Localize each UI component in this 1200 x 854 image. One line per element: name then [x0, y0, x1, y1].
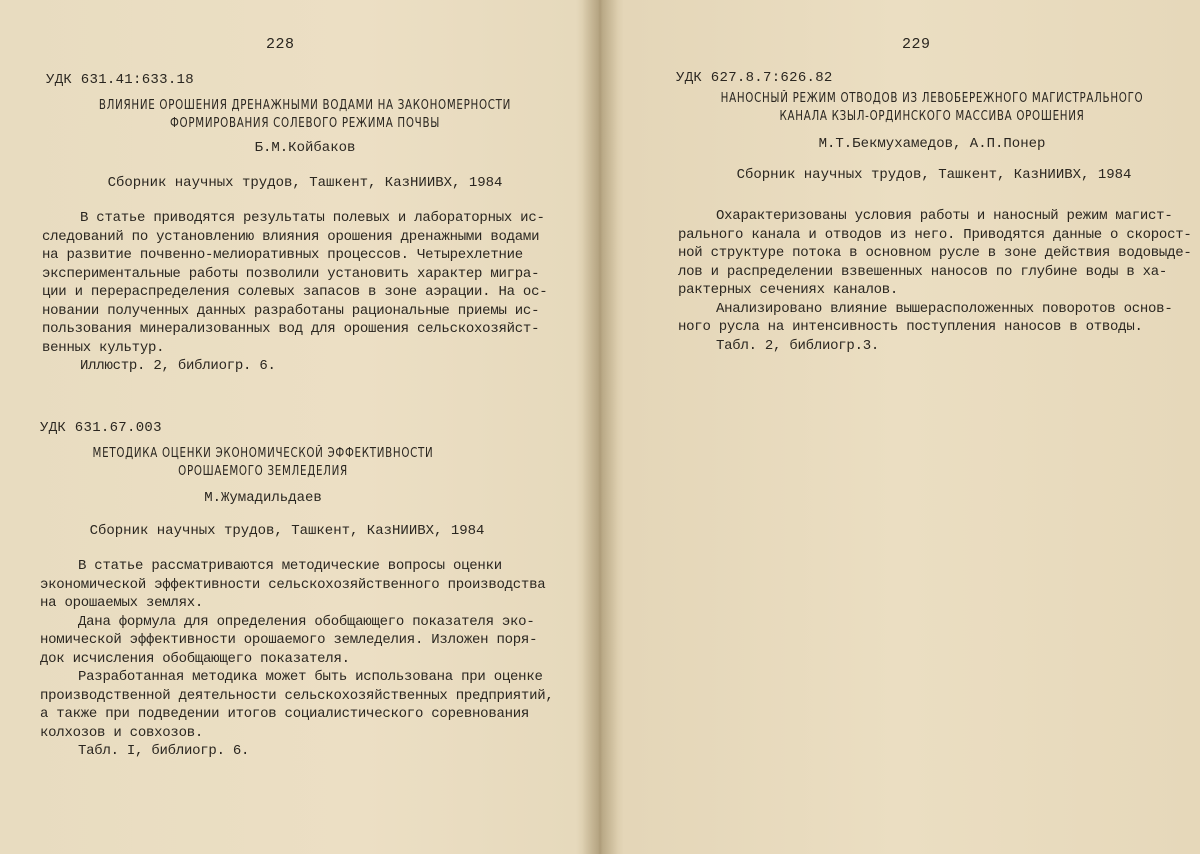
article-title	[696, 90, 1168, 126]
title-line: ВЛИЯНИЕ ОРОШЕНИЯ ДРЕНАЖНЫМИ ВОДАМИ НА ЗАКОНОМЕРНОСТИ	[98, 98, 512, 113]
abstract-line: а также при подведении итогов социалистического соревнования	[40, 706, 530, 722]
abstract-line: колхозов и совхозов.	[40, 724, 204, 741]
abstract-line: лов и распределении взвешенных наносов по глубине воды в ха-	[678, 263, 1168, 280]
title-line: ОРОШАЕМОГО ЗЕМЛЕДЕЛИЯ	[178, 464, 348, 479]
title-line: ФОРМИРОВАНИЯ СОЛЕВОГО РЕЖИМА ПОЧВЫ	[169, 116, 440, 131]
abstract-line: док исчисления обобщающего показателя.	[40, 650, 350, 667]
udc-code: УДК 631.67.003	[40, 420, 162, 436]
title-line: НАНОСНЫЙ РЕЖИМ ОТВОДОВ ИЗ ЛЕВОБЕРЕЖНОГО МАГИСТРАЛЬНОГО	[720, 91, 1144, 106]
abstract-line: следований по установлению влияния орошения дренажными водами	[42, 228, 540, 245]
title-line: МЕТОДИКА ОЦЕНКИ ЭКОНОМИЧЕСКОЙ ЭФФЕКТИВНОСТИ	[92, 446, 434, 461]
article-abstract	[678, 207, 1192, 355]
abstract-line: ного русла на интенсивность поступления наносов в отводы.	[678, 319, 1143, 335]
abstract-line: новании полученных данных разработаны рациональные приемы ис-	[42, 302, 540, 319]
abstract-line: Иллюстр. 2, библиогр. 6.	[80, 358, 276, 374]
page-number: 228	[266, 36, 295, 53]
abstract-line: Табл. I, библиогр. 6.	[78, 743, 250, 759]
article-abstract	[42, 209, 547, 376]
abstract-line: рального канала и отводов из него. Приводятся данные о скорост-	[678, 226, 1192, 243]
abstract-line: Табл. 2, библиогр.3.	[716, 337, 880, 354]
abstract-line: В статье рассматриваются методические вопросы оценки	[78, 558, 502, 574]
article-author: М.Жумадильдаев	[204, 490, 322, 506]
abstract-line: рактерных сечениях каналов.	[678, 282, 899, 298]
right-page	[604, 0, 1200, 854]
abstract-line: ной структуре потока в основном русле в зоне действия водовыде-	[678, 245, 1192, 261]
abstract-line: венных культур.	[42, 339, 165, 356]
abstract-line: ции и перераспределения солевых запасов в зоне аэрации. На ос-	[42, 284, 548, 300]
abstract-line: Дана формула для определения обобщающего показателя эко-	[78, 613, 535, 630]
page-number: 229	[902, 36, 931, 53]
abstract-line: пользования минерализованных вод для орошения сельскохозяйст-	[42, 321, 540, 337]
abstract-line: номической эффективности орошаемого земледелия. Изложен поря-	[40, 632, 538, 648]
article-author: Б.М.Койбаков	[254, 140, 356, 156]
abstract-line: на орошаемых землях.	[40, 595, 204, 611]
abstract-line: на развитие почвенно-мелиоративных процессов. Четырехлетние	[42, 247, 523, 263]
abstract-line: В статье приводятся результаты полевых и лабораторных ис-	[80, 210, 545, 226]
abstract-line: экономической эффективности сельскохозяйственного производства	[40, 576, 546, 593]
abstract-line: Охарактеризованы условия работы и наносный режим магист-	[716, 208, 1173, 224]
article-source: Сборник научных трудов, Ташкент, КазНИИВХ, 1984	[107, 175, 503, 191]
article-author: М.Т.Бекмухамедов, А.П.Понер	[818, 136, 1046, 152]
title-line: КАНАЛА КЗЫЛ-ОРДИНСКОГО МАССИВА ОРОШЕНИЯ	[779, 109, 1085, 124]
abstract-line: экспериментальные работы позволили установить характер мигра-	[42, 265, 540, 282]
abstract-line: Разработанная методика может быть использована при оценке	[78, 669, 543, 685]
article-title	[72, 97, 538, 133]
udc-code: УДК 631.41:633.18	[46, 72, 194, 88]
article-source: Сборник научных трудов, Ташкент, КазНИИВХ, 1984	[736, 167, 1132, 183]
article-title	[32, 445, 495, 481]
article-source: Сборник научных трудов, Ташкент, КазНИИВХ, 1984	[89, 523, 485, 539]
udc-code: УДК 627.8.7:626.82	[676, 70, 833, 86]
left-page	[0, 0, 596, 854]
article-abstract	[40, 557, 554, 761]
abstract-line: производственной деятельности сельскохозяйственных предприятий,	[40, 687, 554, 704]
abstract-line: Анализировано влияние вышерасположенных поворотов основ-	[716, 300, 1173, 317]
